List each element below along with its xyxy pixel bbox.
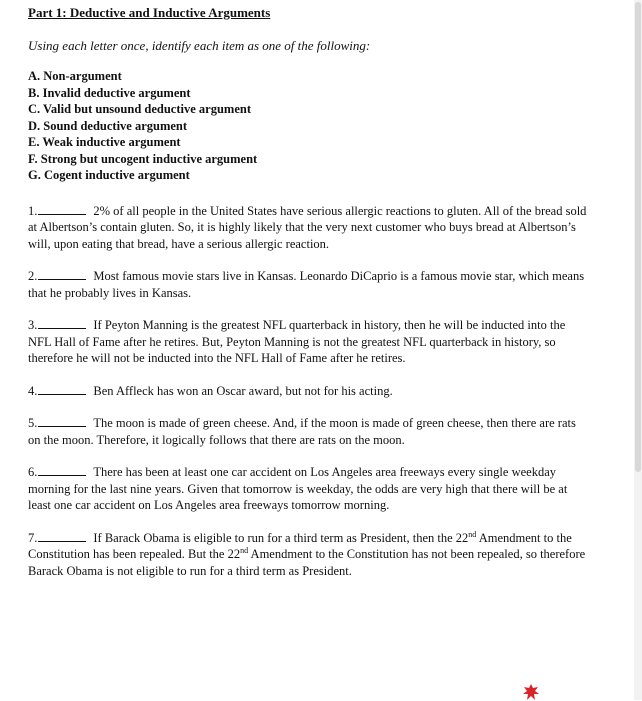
- question-2: [28, 268, 588, 301]
- question-text: There has been at least one car accident on Los Angeles area freeways every single weekday morning for the last nine years. Given that tomorrow is weekday, the odds are very high that there will be at least one car accident on Los Angeles area freeways tomorrow morning.: [28, 465, 568, 512]
- answer-blank: [38, 268, 86, 280]
- question-text-part: Amendment to the Constitution has not been repealed, so therefore Barack Obama is not eligible to run for a third term as President.: [28, 547, 586, 578]
- instruction-text: Using each letter once, identify each item as one of the following:: [28, 38, 371, 53]
- question-number: 1.: [28, 203, 38, 218]
- question-5: [28, 415, 588, 448]
- scrollbar-thumb[interactable]: [635, 2, 641, 472]
- answer-blank: [38, 317, 86, 329]
- question-text-part: Amendment to the Constitution has been repealed. But the 22: [28, 530, 572, 561]
- option-d: D. Sound deductive argument: [28, 118, 188, 133]
- question-text: 2% of all people in the United States have serious allergic reactions to gluten. All of the bread sold at Albertson’s contain gluten. So, it is highly likely that the very next customer who buys bread at Albertson’s will, upon eating that bread, have a serious allergic reaction.: [28, 203, 587, 251]
- document-page: [28, 6, 588, 579]
- ordinal-suffix: nd: [468, 529, 477, 539]
- question-3: [28, 317, 588, 367]
- answer-blank: [38, 415, 86, 427]
- answer-blank: [38, 530, 86, 542]
- answer-blank: [38, 464, 86, 476]
- option-e: E. Weak inductive argument: [28, 135, 181, 149]
- question-text-part: If Barack Obama is eligible to run for a third term as President, then the 22: [93, 530, 469, 545]
- question-text: Ben Affleck has won an Oscar award, but not for his acting.: [93, 383, 393, 398]
- answer-blank: [38, 203, 86, 215]
- question-number: 5.: [28, 416, 38, 430]
- question-1: [28, 203, 588, 253]
- option-c: C. Valid but unsound deductive argument: [28, 102, 251, 116]
- page-title: Part 1: Deductive and Inductive Arguments: [28, 5, 271, 20]
- question-text: If Peyton Manning is the greatest NFL quarterback in history, then he will be inducted into the NFL Hall of Fame after he retires. But, Peyton Manning is not the greatest NFL quarterback in history, so therefore he will not be inducted into the NFL Hall of Fame after he retires.: [28, 318, 566, 365]
- question-text: Most famous movie stars live in Kansas. Leonardo DiCaprio is a famous movie star, which means that he probably lives in Kansas.: [28, 269, 585, 300]
- option-g: G. Cogent inductive argument: [28, 168, 190, 182]
- question-number: 6.: [28, 465, 38, 479]
- option-b: B. Invalid deductive argument: [28, 85, 191, 100]
- answer-blank: [38, 383, 86, 395]
- red-splat-icon: [522, 683, 540, 701]
- question-number: 4.: [28, 383, 38, 398]
- question-number: 3.: [28, 318, 38, 332]
- option-f: F. Strong but uncogent inductive argument: [28, 151, 258, 166]
- question-text: The moon is made of green cheese. And, if the moon is made of green cheese, then there are rats on the moon. Therefore, it logically follows that there are rats on the moon.: [28, 416, 576, 447]
- question-6: [28, 464, 588, 514]
- question-number: 7.: [28, 530, 38, 545]
- options-list: [28, 68, 588, 184]
- question-7: [28, 530, 588, 580]
- question-4: [28, 383, 588, 400]
- question-number: 2.: [28, 269, 38, 283]
- ordinal-suffix: nd: [240, 546, 249, 555]
- option-a: A. Non-argument: [28, 69, 122, 83]
- scrollbar[interactable]: [634, 0, 642, 700]
